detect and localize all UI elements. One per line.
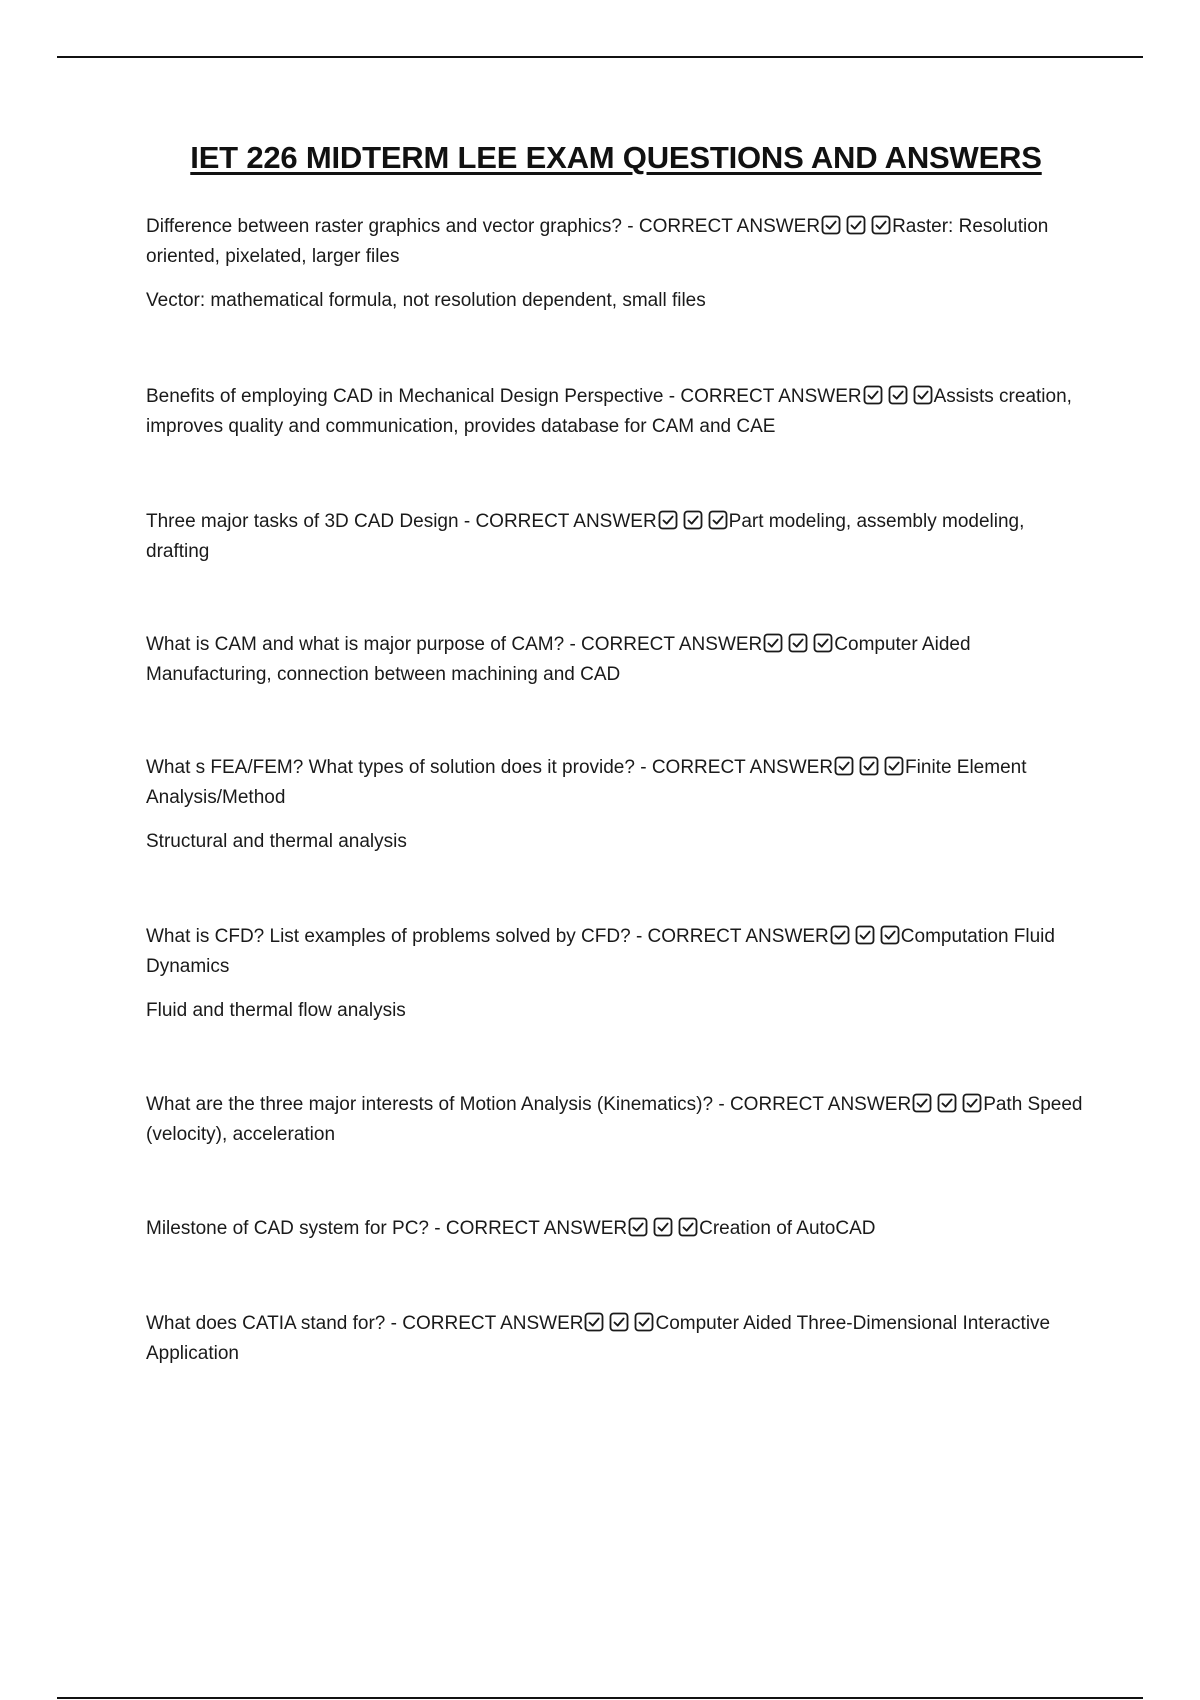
qa-item	[146, 1214, 1086, 1258]
check-marks	[863, 385, 933, 405]
qa-item	[146, 1090, 1086, 1164]
checkbox-checked-icon	[708, 510, 728, 530]
correct-answer-marker: - CORRECT ANSWER	[621, 216, 821, 237]
checkbox-checked-icon	[788, 633, 808, 653]
correct-answer-marker: - CORRECT ANSWER	[713, 1094, 912, 1115]
answer-text: Assists creation, improves quality and communication, provides database for CAM and CAE	[146, 386, 1072, 437]
question-text: What is CFD? List examples of problems solved by CFD?	[146, 926, 631, 947]
answer-continuation: Fluid and thermal flow analysis	[146, 1000, 406, 1021]
checkbox-checked-icon	[609, 1312, 629, 1332]
check-marks	[763, 633, 833, 653]
checkbox-checked-icon	[913, 385, 933, 405]
question-paragraph	[146, 382, 1086, 442]
checkbox-checked-icon	[821, 215, 841, 235]
checkbox-checked-icon	[830, 925, 850, 945]
check-marks	[584, 1312, 654, 1332]
checkbox-checked-icon	[855, 925, 875, 945]
answer-text: Raster: Resolution oriented, pixelated, larger files	[146, 216, 1049, 267]
check-marks	[830, 925, 900, 945]
answer-text: Part modeling, assembly modeling, drafting	[146, 511, 1025, 562]
question-paragraph	[146, 1309, 1086, 1369]
question-paragraph	[146, 1214, 1086, 1244]
bottom-rule	[57, 1697, 1143, 1699]
answer-text: Computer Aided Three-Dimensional Interactive Application	[146, 1313, 1051, 1364]
answer-continuation: Structural and thermal analysis	[146, 831, 407, 852]
checkbox-checked-icon	[937, 1093, 957, 1113]
checkbox-checked-icon	[880, 925, 900, 945]
correct-answer-marker: - CORRECT ANSWER	[385, 1313, 584, 1334]
checkbox-checked-icon	[628, 1217, 648, 1237]
check-marks	[912, 1093, 982, 1113]
question-text: What is CAM and what is major purpose of CAM?	[146, 634, 565, 655]
checkbox-checked-icon	[763, 633, 783, 653]
question-text: Benefits of employing CAD in Mechanical Design Perspective	[146, 386, 664, 407]
question-text: Difference between raster graphics and vector graphics?	[146, 216, 622, 237]
check-marks	[628, 1217, 698, 1237]
answer-text: Path Speed (velocity), acceleration	[146, 1094, 1083, 1145]
question-paragraph	[146, 212, 1086, 272]
checkbox-checked-icon	[834, 756, 854, 776]
question-text: What s FEA/FEM? What types of solution does it provide?	[146, 757, 635, 778]
question-text: Three major tasks of 3D CAD Design	[146, 511, 459, 532]
checkbox-checked-icon	[859, 756, 879, 776]
question-paragraph	[146, 1090, 1086, 1150]
correct-answer-marker: - CORRECT ANSWER	[458, 511, 657, 532]
qa-item	[146, 630, 1086, 704]
check-marks	[821, 215, 891, 235]
answer-text: Finite Element Analysis/Method	[146, 757, 1027, 808]
qa-item	[146, 212, 1086, 330]
answer-text: Creation of AutoCAD	[699, 1218, 876, 1239]
qa-item	[146, 922, 1086, 1040]
checkbox-checked-icon	[658, 510, 678, 530]
qa-item	[146, 753, 1086, 871]
question-text: What are the three major interests of Motion Analysis (Kinematics)?	[146, 1094, 714, 1115]
checkbox-checked-icon	[584, 1312, 604, 1332]
checkbox-checked-icon	[846, 215, 866, 235]
checkbox-checked-icon	[863, 385, 883, 405]
top-rule	[57, 56, 1143, 58]
question-text: Milestone of CAD system for PC?	[146, 1218, 429, 1239]
checkbox-checked-icon	[678, 1217, 698, 1237]
checkbox-checked-icon	[813, 633, 833, 653]
question-paragraph	[146, 922, 1086, 982]
checkbox-checked-icon	[653, 1217, 673, 1237]
question-paragraph	[146, 753, 1086, 813]
correct-answer-marker: - CORRECT ANSWER	[428, 1218, 628, 1239]
correct-answer-marker: - CORRECT ANSWER	[630, 926, 829, 947]
checkbox-checked-icon	[912, 1093, 932, 1113]
question-paragraph	[146, 507, 1086, 567]
checkbox-checked-icon	[888, 385, 908, 405]
qa-item	[146, 382, 1086, 456]
answer-text: Computer Aided Manufacturing, connection between machining and CAD	[146, 634, 971, 685]
answer-text: Computation Fluid Dynamics	[146, 926, 1055, 977]
checkbox-checked-icon	[871, 215, 891, 235]
check-marks	[658, 510, 728, 530]
checkbox-checked-icon	[683, 510, 703, 530]
question-paragraph	[146, 630, 1086, 690]
answer-continuation: Vector: mathematical formula, not resolution dependent, small files	[146, 290, 706, 311]
checkbox-checked-icon	[962, 1093, 982, 1113]
correct-answer-marker: - CORRECT ANSWER	[634, 757, 834, 778]
checkbox-checked-icon	[634, 1312, 654, 1332]
qa-item	[146, 507, 1086, 581]
qa-item	[146, 1309, 1086, 1383]
correct-answer-marker: - CORRECT ANSWER	[564, 634, 763, 655]
document-title: IET 226 MIDTERM LEE EXAM QUESTIONS AND ANSWERS	[190, 140, 1042, 175]
correct-answer-marker: - CORRECT ANSWER	[663, 386, 862, 407]
checkbox-checked-icon	[884, 756, 904, 776]
check-marks	[834, 756, 904, 776]
question-text: What does CATIA stand for?	[146, 1313, 386, 1334]
document-page	[146, 140, 1086, 196]
